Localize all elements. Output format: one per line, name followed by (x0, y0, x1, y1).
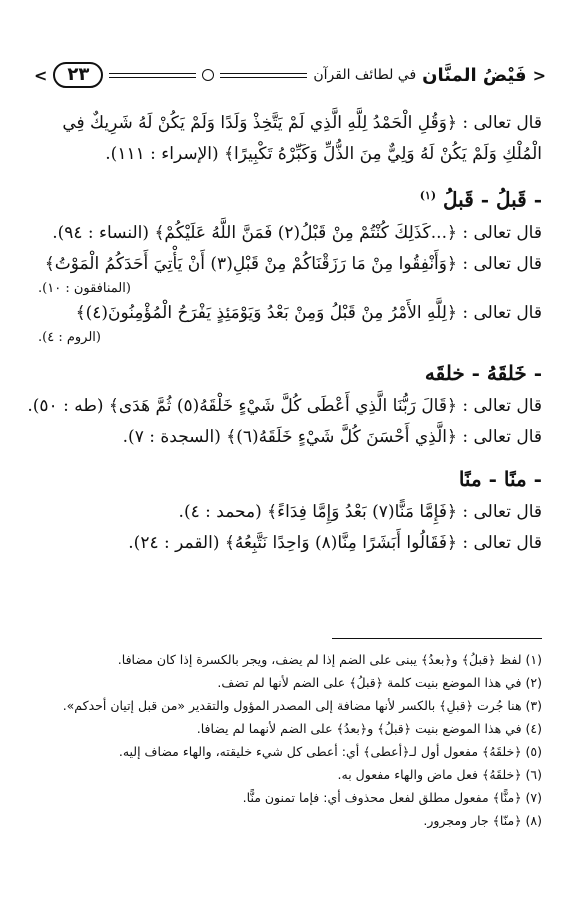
verse-citation: (المنافقون : ١٠). (38, 280, 131, 296)
footnotes (38, 648, 542, 832)
chevron-left-icon: < (532, 65, 546, 85)
section-heading-mannan: - منًا - منًا (458, 466, 542, 491)
footnote: (٥) ﴿خلقَهُ﴾ مفعول أول لـ﴿أعطى﴾ أي: أعطى كل شيء خليقته، والهاء مضاف إليه. (118, 744, 542, 759)
verse-line: قال تعالى : ﴿فَإِمَّا مَنًّا(٧) بَعْدُ وَإِمَّا فِدَاءً﴾ (محمد : ٤). (178, 501, 542, 522)
verse-line: الْمُلْكِ وَلَمْ يَكُنْ لَهُ وَلِيٌّ مِنَ الذُّلِّ وَكَبِّرْهُ تَكْبِيرًا﴾ (الإسراء : ١١١). (105, 144, 542, 164)
footnote: (٣) هنا جُرت ﴿قبلِ﴾ بالكسر لأنها مضافة إلى المصدر المؤول والتقدير «من قبل إتيان أحدكم». (62, 698, 542, 713)
section-heading-qabl (38, 178, 542, 218)
footnote: (٧) ﴿منًّا﴾ مفعول مطلق لفعل محذوف أي: فإما تمنون منًّا. (242, 790, 542, 805)
footnote: (٤) في هذا الموضع بنيت ﴿قبلُ﴾ و﴿بعدُ﴾ على الضم لأنهما لم يضافا. (196, 721, 542, 736)
page-header (34, 62, 546, 88)
verse-line: قال تعالى : ﴿...كَذَلِكَ كُنْتُمْ مِنْ قَبْلُ(٢) فَمَنَّ اللَّهُ عَلَيْكُمْ﴾ (النساء : ٩٤). (52, 222, 542, 243)
footnote-separator (332, 638, 542, 639)
verse-citation: (الروم : ٤). (38, 329, 101, 345)
book-subtitle: في لطائف القرآن (313, 67, 417, 83)
section-heading-text: - قَبلُ - قَبلُ (443, 187, 542, 212)
footnote: (٨) ﴿منّا﴾ جار ومجرور. (423, 813, 542, 828)
book-title: فَيْضُ المنَّان (422, 64, 527, 86)
footnote: (٢) في هذا الموضع بنيت كلمة ﴿قبلُ﴾ على الضم لأنها لم تضف. (217, 675, 542, 690)
footnote-ref: (١) (419, 189, 437, 202)
page-number: ٢٣ (53, 62, 103, 88)
verse-line: قال تعالى : ﴿فَقَالُوا أَبَشَرًا مِنَّا(٨) وَاحِدًا نَتَّبِعُهُ﴾ (القمر : ٢٤). (128, 532, 542, 553)
verse-line: قال تعالى : ﴿وَأَنْفِقُوا مِنْ مَا رَزَقْنَاكُمْ مِنْ قَبْلِ(٣) أَنْ يَأْتِيَ أَحَدَكُمُ الْمَوْتُ﴾ (44, 253, 542, 274)
circle-ornament-icon (202, 69, 214, 81)
verse-line: قال تعالى : ﴿قَالَ رَبُّنَا الَّذِي أَعْطَى كُلَّ شَيْءٍ خَلْقَهُ(٥) ثُمَّ هَدَى﴾ (طه : ٥٠). (27, 395, 542, 416)
verse-line: قال تعالى : ﴿وَقُلِ الْحَمْدُ لِلَّهِ الَّذِي لَمْ يَتَّخِذْ وَلَدًا وَلَمْ يَكُنْ لَهُ شَرِيكٌ فِي (62, 113, 542, 133)
header-rule-right (109, 73, 196, 78)
chevron-right-icon: > (33, 65, 48, 85)
section-heading-khalqah: - خَلقَهُ - خلقَه (424, 360, 542, 385)
footnote: (٦) ﴿خلقَهُ﴾ فعل ماض والهاء مفعول به. (337, 767, 542, 782)
header-rule-left (220, 73, 307, 78)
verse-line: قال تعالى : ﴿لِلَّهِ الأَمْرُ مِنْ قَبْلُ وَمِنْ بَعْدُ وَيَوْمَئِذٍ يَفْرَحُ الْمُؤْمِنُونَ(٤)﴾ (75, 302, 542, 323)
footnote: (١) لفظ ﴿قبلُ﴾ و﴿بعدُ﴾ يبنى على الضم إذا لم يضف، ويجر بالكسرة إذا كان مضافا. (117, 652, 542, 667)
verse-line: قال تعالى : ﴿الَّذِي أَحْسَنَ كُلَّ شَيْءٍ خَلَقَهُ(٦)﴾ (السجدة : ٧). (122, 426, 542, 447)
